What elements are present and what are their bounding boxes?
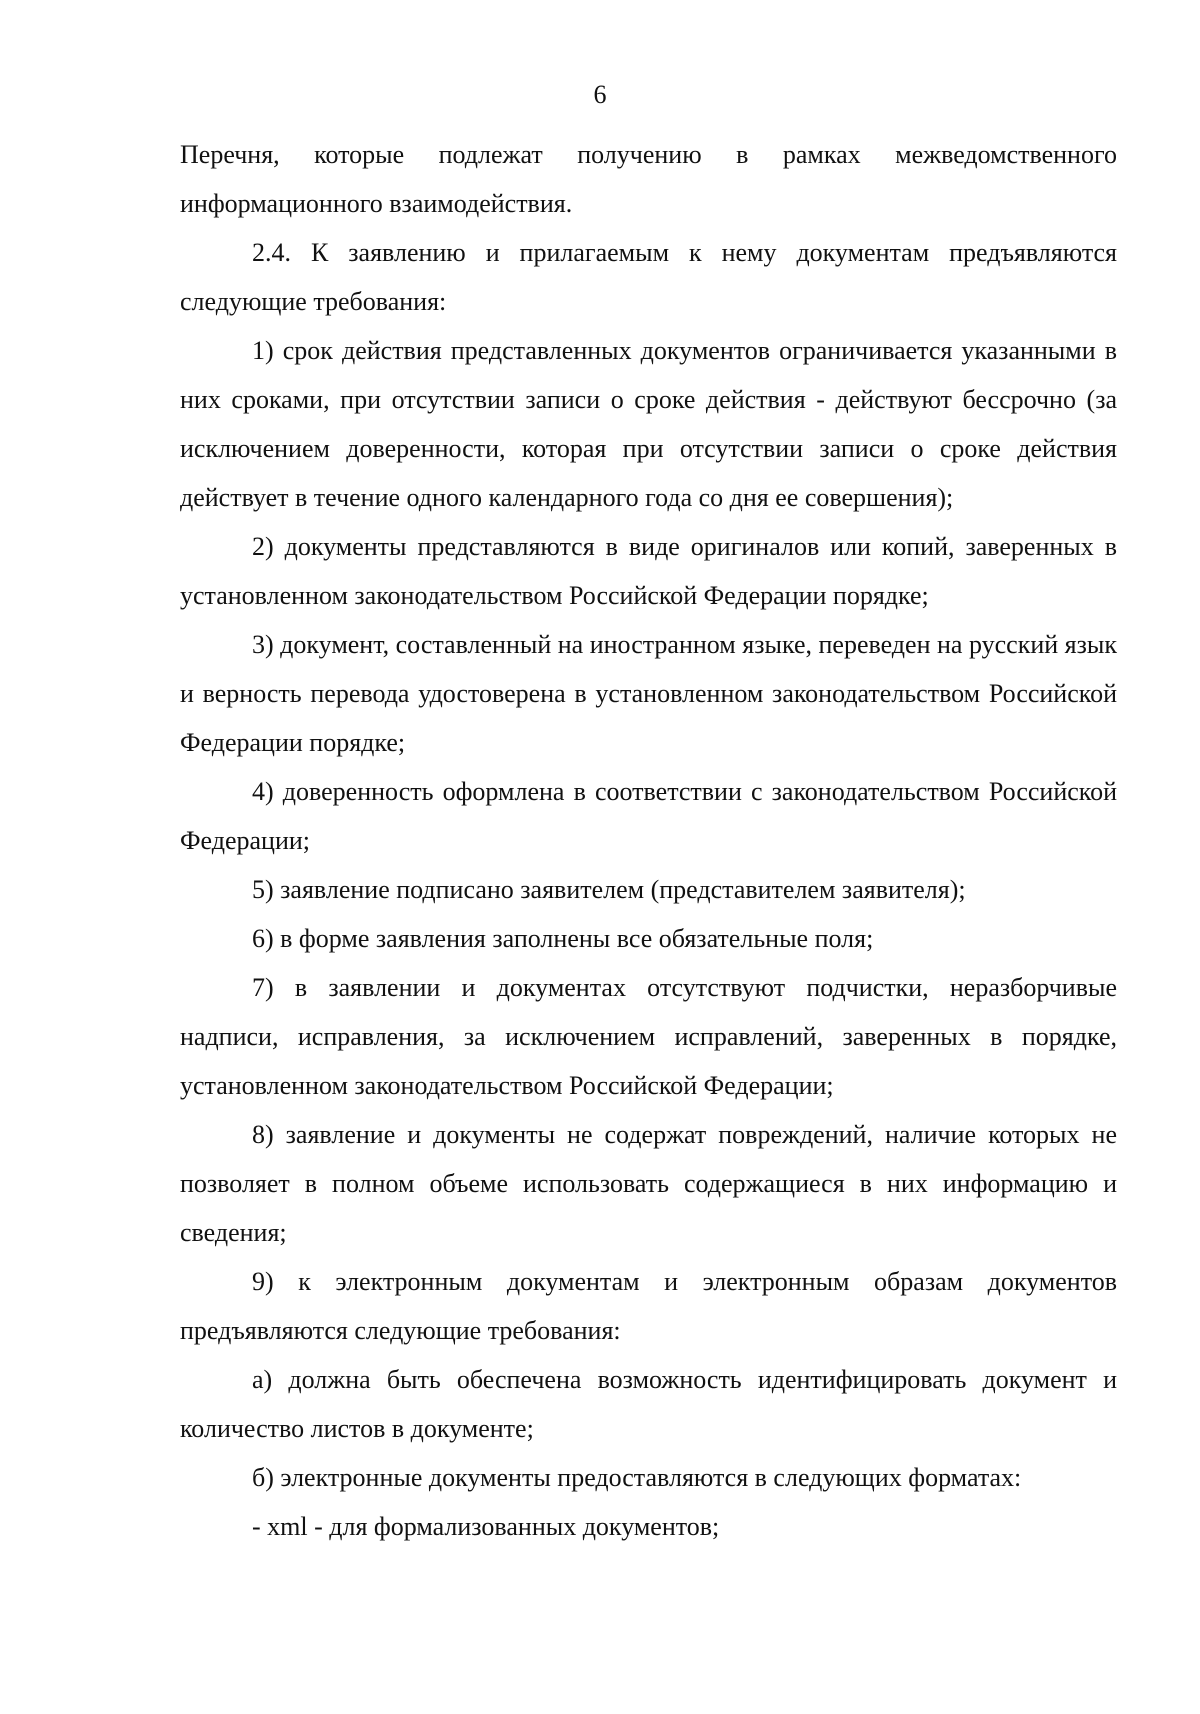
paragraph-item-2: 2) документы представляются в виде оригиналов или копий, заверенных в установленном законодательством Российской Федерации порядке;	[180, 532, 1117, 610]
paragraph-format-xml: - xml - для формализованных документов;	[252, 1512, 720, 1541]
paragraph-item-6: 6) в форме заявления заполнены все обязательные поля;	[252, 924, 874, 953]
paragraph-item-4: 4) доверенность оформлена в соответствии с законодательством Российской Федерации;	[180, 777, 1117, 855]
paragraph-subitem-a: а) должна быть обеспечена возможность идентифицировать документ и количество листов в документе;	[180, 1365, 1117, 1443]
paragraph-intro-continuation: Перечня, которые подлежат получению в рамках межведомственного информационного взаимодействия.	[180, 140, 1117, 218]
paragraph-item-3: 3) документ, составленный на иностранном языке, переведен на русский язык и верность перевода удостоверена в установленном законодательством Российской Федерации порядке;	[180, 630, 1117, 757]
paragraph-item-1: 1) срок действия представленных документов ограничивается указанными в них сроками, при отсутствии записи о сроке действия - действуют бессрочно (за исключением доверенности, которая при отсутствии записи о сроке действия действует в течение одного календарного года со дня ее совершения);	[180, 336, 1117, 512]
document-body	[180, 130, 1117, 1551]
paragraph-subitem-b: б) электронные документы предоставляются в следующих форматах:	[252, 1463, 1022, 1492]
paragraph-section-2-4: 2.4. К заявлению и прилагаемым к нему документам предъявляются следующие требования:	[180, 238, 1117, 316]
paragraph-item-9: 9) к электронным документам и электронным образам документов предъявляются следующие требования:	[180, 1267, 1117, 1345]
paragraph-item-7: 7) в заявлении и документах отсутствуют подчистки, неразборчивые надписи, исправления, за исключением исправлений, заверенных в порядке, установленном законодательством Российской Федерации;	[180, 973, 1117, 1100]
page-number: 6	[593, 80, 607, 109]
paragraph-item-5: 5) заявление подписано заявителем (представителем заявителя);	[252, 875, 966, 904]
paragraph-item-8: 8) заявление и документы не содержат повреждений, наличие которых не позволяет в полном объеме использовать содержащиеся в них информацию и сведения;	[180, 1120, 1117, 1247]
